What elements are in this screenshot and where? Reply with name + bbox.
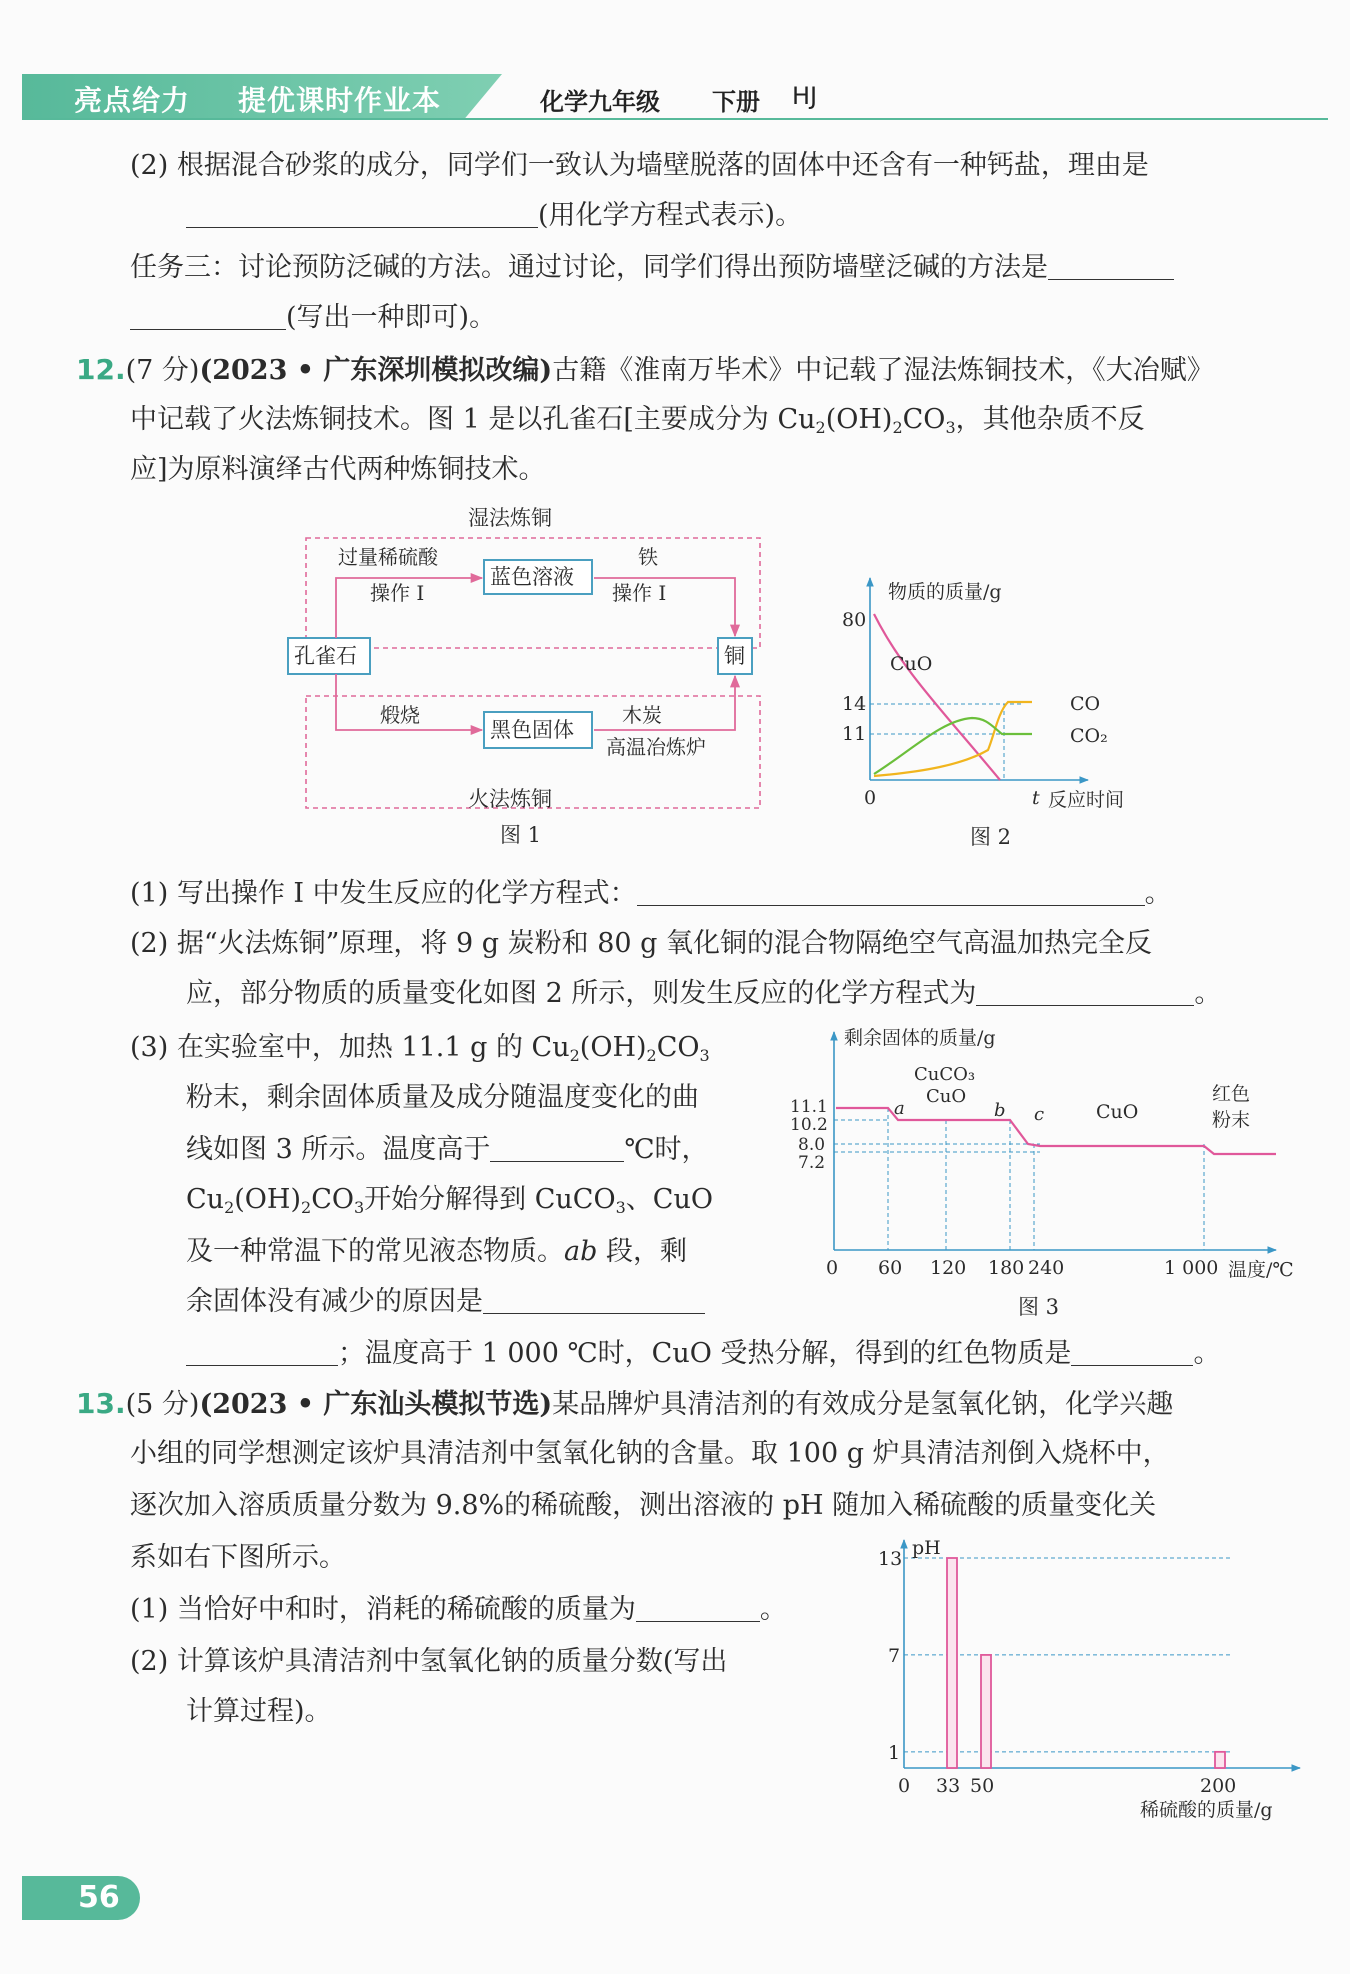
q12-part3-text-3b: ℃时， (624, 1134, 709, 1165)
ph-ytick-1: 1 (888, 1741, 901, 1764)
q12-part3-line1 (130, 1030, 710, 1074)
fig1-calcine-label: 煅烧 (380, 703, 420, 727)
q12-part1-text: (1) 写出操作 I 中发生反应的化学方程式： (130, 878, 637, 909)
q12-part3-line7 (186, 1336, 1220, 1372)
q12-part3-text-1a: (3) 在实验室中，加热 11.1 g 的 Cu (130, 1032, 570, 1063)
ph-bar-1 (981, 1655, 991, 1768)
q12-part3-line5 (186, 1234, 687, 1270)
q13-stem-line4 (130, 1540, 346, 1576)
fig2-caption: 图 2 (970, 825, 1012, 849)
q12-stem-3: 应]为原料演绎古代两种炼铜技术。 (130, 454, 546, 485)
fig3-ytick-10-2: 10.2 (790, 1115, 828, 1135)
subscript: 3 (945, 418, 956, 437)
q12-stem-2a: 中记载了火法炼铜技术。图 1 是以孔雀石[主要成分为 Cu (130, 404, 816, 435)
ph-bar-chart (860, 1530, 1320, 1830)
q13-stem-3: 逐次加入溶质质量分数为 9.8%的稀硫酸，测出溶液的 pH 随加入稀硫酸的质量变化关 (130, 1490, 1157, 1521)
fig1-wet-title: 湿法炼铜 (468, 506, 552, 530)
q12-stem-2d: ，其他杂质不反 (955, 404, 1145, 435)
q12-part1-line (130, 876, 1172, 912)
subscript: 2 (646, 1046, 657, 1065)
q13-stem-1: 某品牌炉具清洁剂的有效成分是氢氧化钠，化学兴趣 (552, 1389, 1174, 1420)
q12-part3-text-1b: (OH) (579, 1032, 647, 1063)
fig3-xlabel: 温度/℃ (1228, 1259, 1294, 1281)
fig3-label-b: b (994, 1100, 1006, 1121)
fig1-acid-label: 过量稀硫酸 (338, 545, 438, 569)
fig2-curve-co (874, 702, 1032, 776)
ph-xtick-33: 33 (936, 1775, 961, 1797)
q12-stem-line3 (130, 452, 546, 488)
fig2-ytick-14: 14 (842, 693, 867, 715)
ph-ytick-13: 13 (878, 1548, 903, 1570)
q12-part3-text-4a: Cu (186, 1184, 225, 1215)
q13-stem-2: 小组的同学想测定该炉具清洁剂中氢氧化钠的含量。取 100 g 炉具清洁剂倒入烧杯中， (130, 1438, 1170, 1469)
figure-1-diagram (280, 500, 780, 852)
q12-source: (2023 • 广东深圳模拟改编) (199, 355, 553, 386)
header-edition: HJ (792, 82, 818, 110)
answer-blank[interactable] (636, 1593, 760, 1622)
q11-task3-text: 任务三：讨论预防泛碱的方法。通过讨论，同学们得出预防墙壁泛碱的方法是 (130, 252, 1048, 283)
fig3-xtick-240: 240 (1028, 1257, 1065, 1279)
subscript: 3 (615, 1198, 626, 1217)
fig3-ylabel: 剩余固体的质量/g (844, 1027, 996, 1049)
ph-xtick-200: 200 (1200, 1775, 1237, 1797)
fig3-label-a: a (894, 1098, 905, 1119)
q11-part2-hint: (用化学方程式表示)。 (538, 200, 803, 231)
fig1-op1-label: 操作 I (370, 581, 425, 605)
fig2-curve-co2 (874, 718, 1032, 774)
q13-stem-4: 系如右下图所示。 (130, 1542, 346, 1573)
q11-task3-hint: (写出一种即可)。 (286, 302, 497, 333)
q12-stem-line2 (130, 402, 1145, 446)
ph-xlabel: 稀硫酸的质量/g (1140, 1799, 1273, 1821)
q13-source: (2023 • 广东汕头模拟节选) (199, 1389, 553, 1420)
header-brand: 亮点给力 (74, 84, 191, 117)
fig2-ylabel: 物质的质量/g (888, 581, 1002, 603)
q12-stem-line1 (76, 352, 1214, 389)
q12-part2-line2 (186, 976, 1221, 1012)
fig1-black-solid: 黑色固体 (490, 718, 574, 742)
fig3-xtick-60: 60 (878, 1257, 903, 1279)
fig3-label-cuo-2: CuO (1096, 1101, 1139, 1123)
q11-task3-line2 (130, 300, 496, 336)
q12-part3-ab: ab (564, 1236, 598, 1267)
fig1-blue-solution: 蓝色溶液 (490, 565, 574, 589)
q13-stem-line1 (76, 1386, 1173, 1423)
fig3-label-c: c (1034, 1104, 1045, 1125)
q12-stem-1: 古籍《淮南万毕术》中记载了湿法炼铜技术，《大冶赋》 (552, 355, 1214, 386)
fig3-ytick-7-2: 7.2 (798, 1153, 826, 1173)
subscript: 2 (569, 1046, 580, 1065)
header-rule (22, 118, 1328, 120)
subscript: 2 (892, 418, 903, 437)
q12-part3-text-4c: CO (311, 1184, 354, 1215)
fig2-xlabel: 反应时间 (1048, 789, 1125, 811)
fig3-ytick-11-1: 11.1 (790, 1097, 828, 1117)
figure-3-chart (782, 1020, 1314, 1324)
fig2-label-co2: CO₂ (1070, 725, 1108, 747)
period: 。 (1193, 1338, 1221, 1369)
fig1-copper: 铜 (724, 644, 745, 668)
fig3-label-cuco3: CuCO₃ (914, 1064, 976, 1085)
subscript: 3 (699, 1046, 710, 1065)
q13-part2-text-1: (2) 计算该炉具清洁剂中氢氧化钠的质量分数(写出 (130, 1646, 728, 1677)
answer-blank[interactable] (186, 1337, 338, 1366)
answer-blank[interactable] (186, 199, 538, 228)
q13-part2-text-2: 计算过程)。 (186, 1696, 332, 1727)
ph-bar-2 (1215, 1752, 1225, 1768)
answer-blank[interactable] (130, 301, 286, 330)
answer-blank[interactable] (483, 1285, 705, 1314)
ph-xtick-50: 50 (970, 1775, 995, 1797)
q13-stem-line2 (130, 1436, 1170, 1472)
q12-stem-2c: CO (902, 404, 946, 435)
ph-ylabel: pH (912, 1537, 941, 1559)
q13-part2-line2 (186, 1694, 332, 1730)
fig1-fire-title: 火法炼铜 (468, 787, 552, 811)
q12-part3-text-4e: 、CuO (625, 1184, 713, 1215)
q12-part3-text-4b: (OH) (234, 1184, 301, 1215)
fig3-xtick-0: 0 (826, 1257, 839, 1279)
answer-blank[interactable] (1071, 1337, 1193, 1366)
fig2-curve-cuo (874, 614, 1000, 780)
fig3-label-cuo-1: CuO (926, 1086, 967, 1107)
answer-blank[interactable] (1048, 251, 1174, 280)
subscript: 3 (353, 1198, 365, 1217)
q13-points: (5 分) (125, 1389, 200, 1420)
ph-ytick-7: 7 (888, 1644, 901, 1667)
q12-number: 12. (76, 353, 126, 386)
subscript: 2 (224, 1198, 235, 1217)
fig1-arrow-charcoal (594, 676, 735, 730)
header-subject: 化学九年级 (540, 88, 660, 116)
q12-part3-text-4d: 开始分解得到 CuCO (364, 1184, 616, 1215)
page-number: 56 (78, 1880, 120, 1915)
period: 。 (1144, 878, 1172, 909)
fig1-charcoal-label: 木炭 (622, 703, 662, 727)
q11-part2-text: (2) 根据混合砂浆的成分，同学们一致认为墙壁脱落的固体中还含有一种钙盐，理由是 (130, 150, 1149, 181)
q11-part2-line1 (130, 148, 1149, 184)
fig2-origin: 0 (864, 787, 877, 809)
fig1-malachite: 孔雀石 (294, 644, 357, 668)
q11-part2-line2 (186, 198, 802, 234)
q12-part3-text-7: ；温度高于 1 000 ℃时，CuO 受热分解，得到的红色物质是 (338, 1338, 1072, 1369)
fig2-ytick-80: 80 (842, 609, 867, 631)
q13-part1-text: (1) 当恰好中和时，消耗的稀硫酸的质量为 (130, 1594, 636, 1625)
fig3-xtick-120: 120 (930, 1257, 967, 1279)
fig3-caption: 图 3 (1018, 1295, 1060, 1319)
answer-blank[interactable] (490, 1133, 624, 1162)
ph-xtick-0: 0 (898, 1775, 911, 1797)
q12-stem-2b: (OH) (825, 404, 893, 435)
q12-part3-line2 (186, 1080, 699, 1116)
fig1-caption: 图 1 (500, 823, 542, 847)
q13-number: 13. (76, 1387, 126, 1420)
figure-2-chart (822, 560, 1162, 852)
q13-stem-line3 (130, 1488, 1156, 1524)
q12-part3-text-5a: 及一种常温下的常见液态物质。 (186, 1236, 564, 1267)
answer-blank[interactable] (976, 977, 1194, 1006)
fig3-label-powder: 粉末 (1212, 1109, 1251, 1131)
fig1-iron-label: 铁 (638, 545, 658, 569)
q12-part3-line3 (186, 1132, 709, 1168)
header-volume: 下册 (712, 88, 760, 116)
subscript: 2 (815, 418, 826, 437)
fig2-label-cuo: CuO (890, 653, 933, 675)
answer-blank[interactable] (637, 877, 1145, 906)
q12-part3-text-2: 粉末，剩余固体质量及成分随温度变化的曲 (186, 1082, 699, 1113)
subscript: 2 (301, 1198, 312, 1217)
q13-part1-line (130, 1592, 787, 1628)
q12-part3-text-3a: 线如图 3 所示。温度高于 (186, 1134, 491, 1165)
fig1-furnace-label: 高温冶炼炉 (606, 735, 706, 759)
period: 。 (1194, 978, 1222, 1009)
q12-part2-line1 (130, 926, 1152, 962)
q11-task3-line1 (130, 250, 1174, 286)
q12-part2-text-1: (2) 据“火法炼铜”原理，将 9 g 炭粉和 80 g 氧化铜的混合物隔绝空气高温加热完全反 (130, 928, 1153, 959)
q12-part3-text-6: 余固体没有减少的原因是 (186, 1286, 483, 1317)
fig2-label-co: CO (1070, 693, 1101, 715)
q12-part3-line4 (186, 1182, 713, 1226)
fig2-t-label: t (1032, 787, 1040, 809)
q12-part3-text-5c: 段，剩 (597, 1236, 687, 1267)
fig3-xtick-180: 180 (988, 1257, 1025, 1279)
q12-part3-text-1c: CO (656, 1032, 700, 1063)
fig2-ytick-11: 11 (842, 723, 867, 745)
fig3-label-red: 红色 (1212, 1083, 1251, 1105)
q12-part3-line6 (186, 1284, 705, 1320)
period: 。 (759, 1594, 787, 1625)
ph-bar-0 (947, 1558, 957, 1768)
q12-points: (7 分) (125, 355, 200, 386)
fig1-op1b-label: 操作 I (612, 581, 667, 605)
q12-part2-text-2: 应，部分物质的质量变化如图 2 所示，则发生反应的化学方程式为 (186, 978, 977, 1009)
q13-part2-line1 (130, 1644, 727, 1680)
fig3-xtick-1000: 1 000 (1164, 1257, 1219, 1279)
fig3-ytick-8-0: 8.0 (798, 1135, 826, 1155)
header-series: 提优课时作业本 (238, 84, 442, 117)
